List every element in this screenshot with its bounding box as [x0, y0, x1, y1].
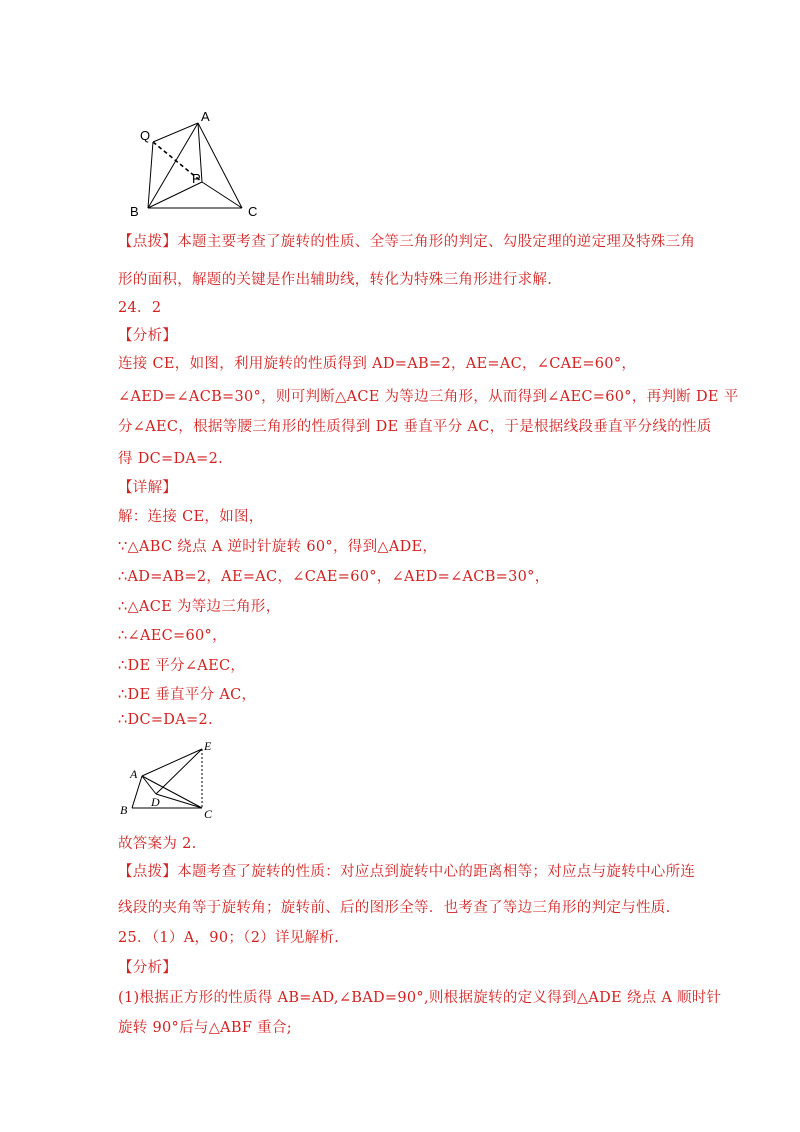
figure-rotation-eadbc [116, 738, 226, 820]
solution-line-7: ∴DE 垂直平分 AC， [118, 687, 257, 703]
solution-line-6: ∴DE 平分∠AEC， [118, 658, 246, 674]
segment-qb [148, 142, 153, 208]
solution-line-5: ∴∠AEC=60°， [118, 628, 227, 644]
figure-rotation-qapbc [130, 105, 270, 220]
question-24-answer: 24．2 [118, 300, 162, 316]
label-d: D [151, 795, 160, 809]
label-b: B [120, 803, 128, 817]
segment-qa [153, 123, 198, 142]
figure1-svg [130, 105, 270, 220]
figure2-svg [116, 738, 226, 820]
label-c: C [248, 204, 258, 219]
label-a: A [201, 109, 210, 124]
detail-heading: 【详解】 [118, 480, 178, 496]
pointer-2-line-2: 线段的夹角等于旋转角；旋转前、后的图形全等．也考查了等边三角形的判定与性质. [118, 900, 671, 916]
label-q: Q [140, 128, 151, 143]
segment-cp [202, 182, 242, 208]
segment-ac [198, 123, 242, 208]
solution-line-2: ∵△ABC 绕点 A 逆时针旋转 60°，得到△ADE， [118, 539, 438, 555]
segment-ae [142, 749, 202, 776]
analysis-line-3: 分∠AEC，根据等腰三角形的性质得到 DE 垂直平分 AC，于是根据线段垂直平分线的性质 [118, 419, 712, 435]
pointer-text-line-1: 【点拨】本题主要考查了旋转的性质、全等三角形的判定、勾股定理的逆定理及特殊三角 [118, 234, 696, 250]
analysis-heading-2: 【分析】 [118, 960, 178, 976]
label-b: B [130, 204, 139, 219]
label-p: P [192, 171, 201, 186]
analysis-line-2: ∠AED=∠ACB=30°，则可判断△ACE 为等边三角形，从而得到∠AEC=60°，再判断 DE 平 [118, 389, 739, 405]
label-c: C [204, 807, 213, 820]
analysis-2-line-1: (1)根据正方形的性质得 AB=AD,∠BAD=90°,则根据旋转的定义得到△ADE 绕点 A 顺时针 [118, 990, 722, 1006]
solution-line-4: ∴△ACE 为等边三角形， [118, 599, 281, 615]
label-e: E [204, 739, 212, 753]
solution-line-3: ∴AD=AB=2，AE=AC，∠CAE=60°，∠AED=∠ACB=30°， [118, 569, 550, 585]
label-a: A [130, 767, 138, 781]
answer-line: 故答案为 2. [118, 836, 197, 852]
analysis-line-1: 连接 CE，如图，利用旋转的性质得到 AD=AB=2，AE=AC，∠CAE=60°， [118, 356, 637, 372]
analysis-heading: 【分析】 [118, 328, 178, 344]
analysis-line-4: 得 DC=DA=2. [118, 451, 224, 467]
segment-ad [142, 776, 156, 794]
segment-ab [148, 123, 198, 208]
solution-line-1: 解：连接 CE，如图， [118, 509, 264, 525]
pointer-text-line-2: 形的面积，解题的关键是作出辅助线，转化为特殊三角形进行求解. [118, 272, 553, 288]
segment-de [156, 749, 202, 794]
question-25-answer: 25．（1）A，90；（2）详见解析. [118, 930, 340, 946]
pointer-2-line-1: 【点拨】本题考查了旋转的性质：对应点到旋转中心的距离相等；对应点与旋转中心所连 [118, 864, 696, 880]
analysis-2-line-2: 旋转 90°后与△ABF 重合; [118, 1020, 292, 1036]
solution-line-8: ∴DC=DA=2. [118, 712, 213, 728]
